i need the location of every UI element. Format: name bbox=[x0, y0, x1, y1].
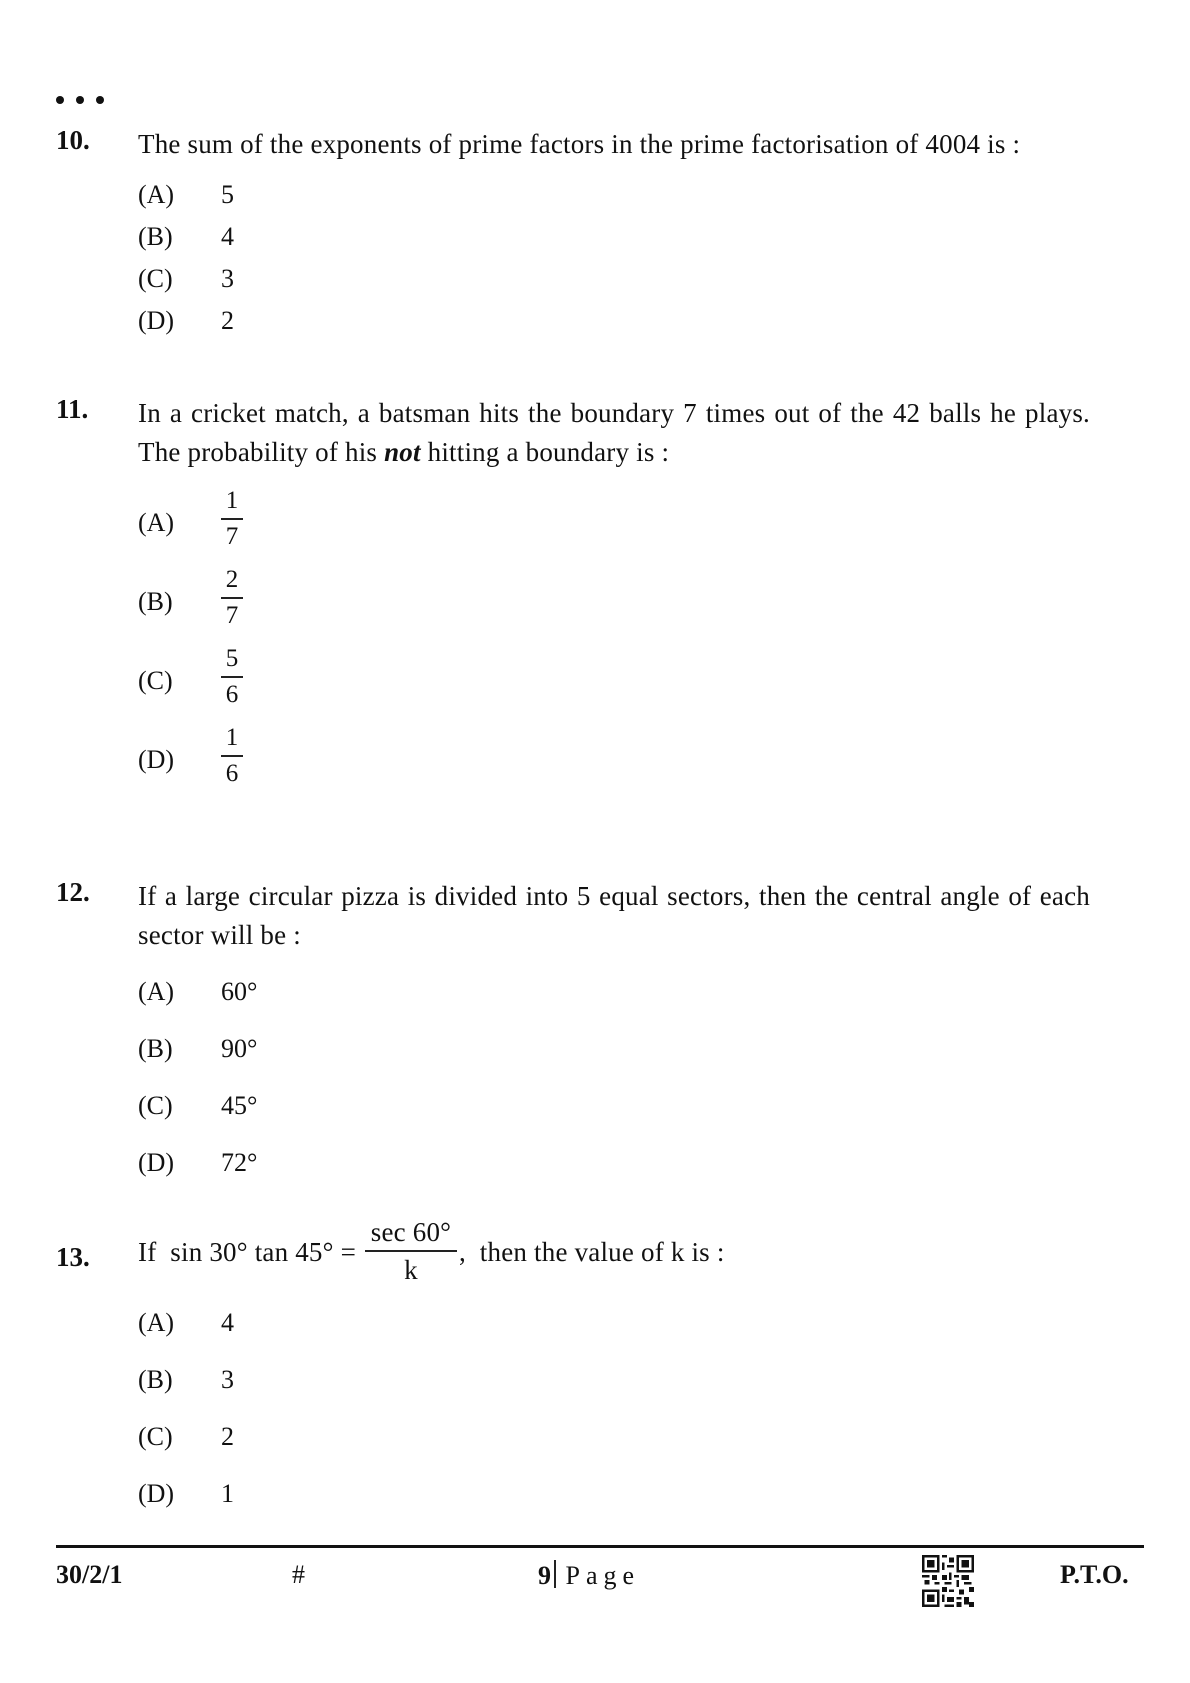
fraction-bar bbox=[221, 755, 243, 757]
numerator: 1 bbox=[225, 724, 239, 751]
option-label: (B) bbox=[138, 587, 173, 616]
option-value: 4 bbox=[221, 222, 234, 251]
question-13 bbox=[56, 1217, 1086, 1536]
page-separator bbox=[554, 1560, 556, 1588]
question-number: 13. bbox=[56, 1242, 90, 1272]
options-list bbox=[138, 180, 1086, 348]
numerator: 1 bbox=[225, 487, 239, 514]
denominator: k bbox=[404, 1254, 418, 1285]
continuation-dots bbox=[56, 96, 104, 104]
option-value: 4 bbox=[221, 1307, 234, 1337]
question-text-part: , then the value of k is : bbox=[458, 1236, 725, 1267]
page-indicator bbox=[538, 1560, 640, 1591]
fraction bbox=[221, 565, 243, 631]
option-label: (B) bbox=[138, 222, 173, 251]
option-label: (C) bbox=[138, 264, 173, 293]
option-label: (B) bbox=[138, 1034, 173, 1063]
denominator: 6 bbox=[225, 759, 239, 787]
option-d bbox=[138, 723, 1086, 802]
question-number: 11. bbox=[56, 394, 89, 424]
options-list bbox=[138, 1308, 1086, 1536]
question-text-part: If sin 30° tan 45° = bbox=[138, 1236, 356, 1267]
question-text bbox=[138, 1217, 1086, 1290]
option-value: 90° bbox=[221, 1034, 258, 1063]
hash-mark: # bbox=[292, 1560, 305, 1589]
option-label: (B) bbox=[138, 1364, 173, 1394]
option-value: 45° bbox=[221, 1091, 258, 1120]
numerator: 5 bbox=[225, 645, 239, 672]
question-number: 12. bbox=[56, 877, 90, 907]
option-value: 3 bbox=[221, 1364, 234, 1394]
question-12 bbox=[56, 877, 1090, 1205]
options-list bbox=[138, 977, 1086, 1205]
option-value: 2 bbox=[221, 1421, 234, 1451]
question-text-part: In a cricket match, a batsman hits the boundary 7 times out of the 42 balls he plays. The probability of his bbox=[138, 398, 1090, 467]
option-a bbox=[138, 1308, 1086, 1365]
numerator: sec 60° bbox=[370, 1217, 452, 1247]
fraction bbox=[221, 486, 243, 552]
option-c bbox=[138, 264, 1086, 306]
option-a bbox=[138, 977, 1086, 1034]
paper-code: 30/2/1 bbox=[56, 1560, 123, 1589]
option-value: 3 bbox=[221, 264, 234, 293]
dot bbox=[56, 96, 64, 104]
question-number: 10. bbox=[56, 125, 90, 155]
please-turn-over: P.T.O. bbox=[1060, 1560, 1129, 1589]
dot bbox=[96, 96, 104, 104]
fraction-bar bbox=[221, 597, 243, 599]
option-b bbox=[138, 1365, 1086, 1422]
fraction-bar bbox=[365, 1250, 457, 1252]
option-value: 5 bbox=[221, 180, 234, 209]
option-label: (D) bbox=[138, 1148, 175, 1177]
question-11 bbox=[56, 394, 1090, 802]
option-d bbox=[138, 1148, 1086, 1205]
fraction bbox=[221, 644, 243, 710]
numerator: 2 bbox=[225, 566, 239, 593]
options-list bbox=[138, 486, 1086, 802]
denominator: 7 bbox=[225, 522, 239, 550]
option-c bbox=[138, 644, 1086, 723]
fraction bbox=[221, 723, 243, 789]
page-footer bbox=[0, 1560, 1190, 1600]
question-text bbox=[138, 394, 1090, 472]
option-label: (A) bbox=[138, 508, 175, 537]
option-a bbox=[138, 486, 1086, 565]
option-d bbox=[138, 306, 1086, 348]
equation-fraction bbox=[365, 1216, 457, 1286]
fraction-bar bbox=[221, 676, 243, 678]
option-value: 1 bbox=[221, 1478, 234, 1508]
option-b bbox=[138, 222, 1086, 264]
option-c bbox=[138, 1091, 1086, 1148]
dot bbox=[76, 96, 84, 104]
denominator: 6 bbox=[225, 680, 239, 708]
option-label: (A) bbox=[138, 977, 175, 1006]
question-10 bbox=[56, 125, 1086, 348]
option-label: (A) bbox=[138, 1307, 175, 1337]
fraction-bar bbox=[221, 518, 243, 520]
option-label: (C) bbox=[138, 1421, 173, 1451]
qr-code-icon bbox=[922, 1555, 974, 1607]
question-text: The sum of the exponents of prime factors in the prime factorisation of 4004 is : bbox=[138, 129, 1021, 159]
denominator: 7 bbox=[225, 601, 239, 629]
option-label: (C) bbox=[138, 1091, 173, 1120]
option-label: (A) bbox=[138, 180, 175, 209]
option-label: (D) bbox=[138, 306, 175, 335]
page-number: 9 bbox=[538, 1561, 551, 1590]
option-a bbox=[138, 180, 1086, 222]
option-b bbox=[138, 565, 1086, 644]
question-text-part: hitting a boundary is : bbox=[420, 437, 670, 467]
option-value: 2 bbox=[221, 306, 234, 335]
option-d bbox=[138, 1479, 1086, 1536]
option-b bbox=[138, 1034, 1086, 1091]
footer-divider bbox=[56, 1545, 1144, 1548]
option-label: (C) bbox=[138, 666, 173, 695]
emphasis-not: not bbox=[384, 437, 421, 467]
page-label: Page bbox=[565, 1561, 641, 1590]
option-value: 72° bbox=[221, 1148, 258, 1177]
option-label: (D) bbox=[138, 1478, 175, 1508]
option-label: (D) bbox=[138, 745, 175, 774]
option-value: 60° bbox=[221, 977, 258, 1006]
option-c bbox=[138, 1422, 1086, 1479]
question-text: If a large circular pizza is divided into 5 equal sectors, then the central angle of each sector will be : bbox=[138, 881, 1090, 950]
